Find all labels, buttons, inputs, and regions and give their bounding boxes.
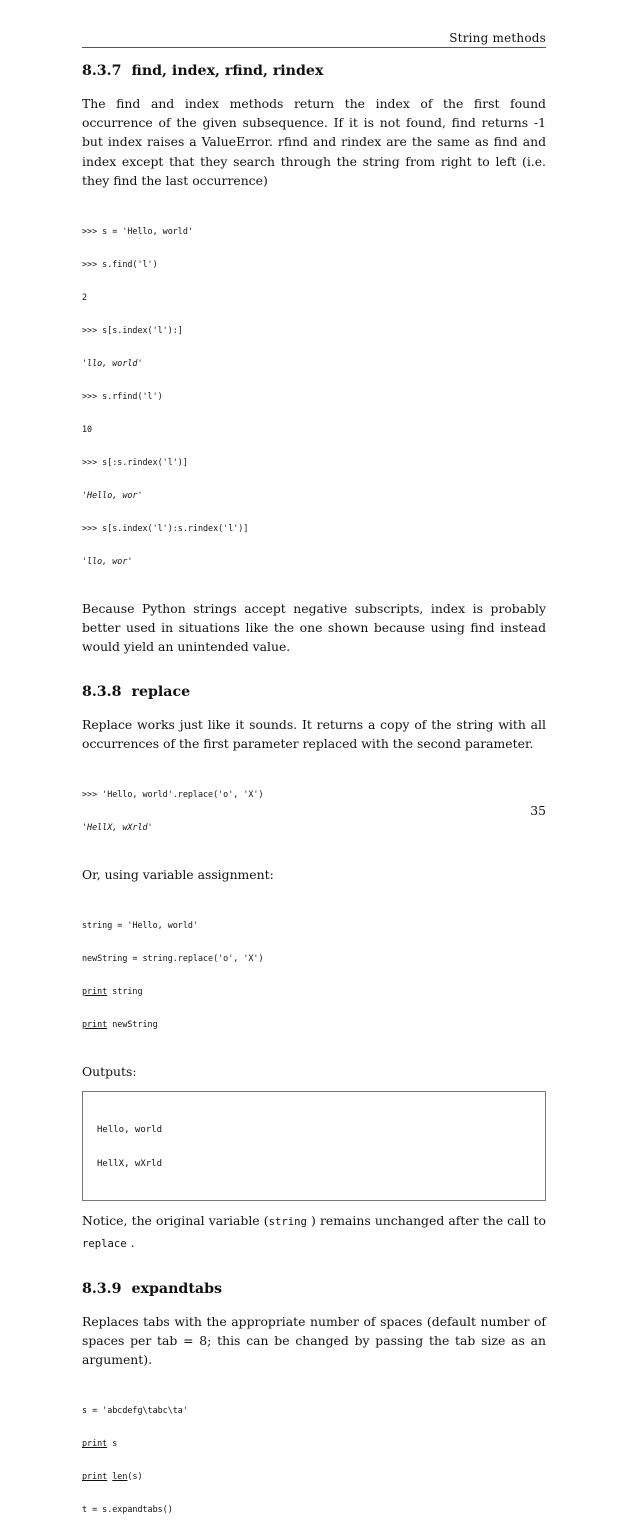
page-number: 35 — [530, 803, 546, 818]
replace-assignment-code — [82, 898, 546, 1052]
section-title: expandtabs — [131, 1280, 222, 1297]
code-line — [82, 1019, 546, 1030]
code-line: newString = string.replace('o', 'X') — [82, 953, 264, 964]
output-line: HellX, wXrld — [97, 1159, 163, 1170]
replace-code-block — [82, 767, 546, 855]
section-number: 8.3.8 — [82, 683, 122, 700]
output-box — [82, 1091, 546, 1201]
expandtabs-description: Replaces tabs with the appropriate number of spaces (default number of spaces per tab = 8; this can be changed by passing the tab size as an argument). — [82, 1313, 546, 1368]
section-title: replace — [131, 683, 191, 700]
section-heading-expandtabs — [82, 1280, 546, 1298]
code-line: 'llo, world' — [82, 358, 143, 369]
output-line: Hello, world — [97, 1125, 163, 1136]
page-content — [82, 62, 546, 1537]
running-header: String methods — [449, 31, 546, 45]
keyword-print: print — [82, 1471, 108, 1482]
outputs-label: Outputs: — [82, 1064, 137, 1080]
code-line: >>> 'Hello, world'.replace('o', 'X') — [82, 789, 264, 800]
replace-assignment-intro: Or, using variable assignment: — [82, 867, 274, 883]
replace-notice — [82, 1211, 546, 1253]
code-line: >>> s = 'Hello, world' — [82, 226, 193, 237]
notice-text: Notice, the original variable ( — [82, 1213, 269, 1229]
notice-text: . — [126, 1234, 135, 1250]
code-line: >>> s[s.index('l'):s.rindex('l')] — [82, 523, 249, 534]
keyword-print: print — [82, 1438, 108, 1449]
code-line: string = 'Hello, world' — [82, 920, 198, 931]
section-number: 8.3.7 — [82, 63, 122, 79]
section-title: find, index, rfind, rindex — [131, 63, 324, 79]
code-text: s — [107, 1438, 118, 1449]
code-text: (s) — [127, 1471, 143, 1482]
keyword-len: len — [112, 1471, 128, 1482]
code-line: 'Hello, wor' — [82, 490, 143, 501]
code-line: >>> s[:s.rindex('l')] — [82, 457, 188, 468]
code-text: newString — [107, 1019, 158, 1030]
find-code-block — [82, 204, 546, 589]
expandtabs-code-block — [82, 1383, 546, 1537]
section-number: 8.3.9 — [82, 1280, 122, 1297]
code-line: >>> s.find('l') — [82, 259, 158, 270]
keyword-print: print — [82, 1019, 108, 1030]
code-line: 'HellX, wXrld' — [82, 822, 153, 833]
find-description: The find and index methods return the index of the first found occurrence of the given subsequence. If it is not found, find returns -1 but index raises a ValueError. rfind and rindex are the same as find and index except that they search through the string from right to left (i.e. they find the last occurrence) — [82, 96, 546, 188]
code-line: >>> s.rfind('l') — [82, 391, 163, 402]
section-heading-find — [82, 62, 546, 80]
code-line: 2 — [82, 292, 88, 303]
code-line — [82, 1438, 546, 1449]
section-heading-replace — [82, 683, 546, 701]
find-note: Because Python strings accept negative subscripts, index is probably better used in situations like the one shown because using find instead would yield an unintended value. — [82, 601, 546, 655]
code-line: 10 — [82, 424, 93, 435]
notice-text: ) remains unchanged after the call to — [306, 1213, 547, 1229]
code-line: >>> s[s.index('l'):] — [82, 325, 183, 336]
code-line: s = 'abcdefg\tabc\ta' — [82, 1405, 188, 1416]
code-line: 'llo, wor' — [82, 556, 133, 567]
keyword-print: print — [82, 986, 108, 997]
replace-description: Replace works just like it sounds. It returns a copy of the string with all occurrences of the first parameter replaced with the second parameter. — [82, 716, 546, 751]
header-rule — [82, 47, 546, 48]
code-line — [82, 986, 546, 997]
inline-code-replace: replace — [82, 1237, 127, 1250]
inline-code-string: string — [268, 1216, 307, 1229]
code-line — [82, 1471, 546, 1482]
code-text: string — [107, 986, 143, 997]
code-line: t = s.expandtabs() — [82, 1504, 173, 1515]
